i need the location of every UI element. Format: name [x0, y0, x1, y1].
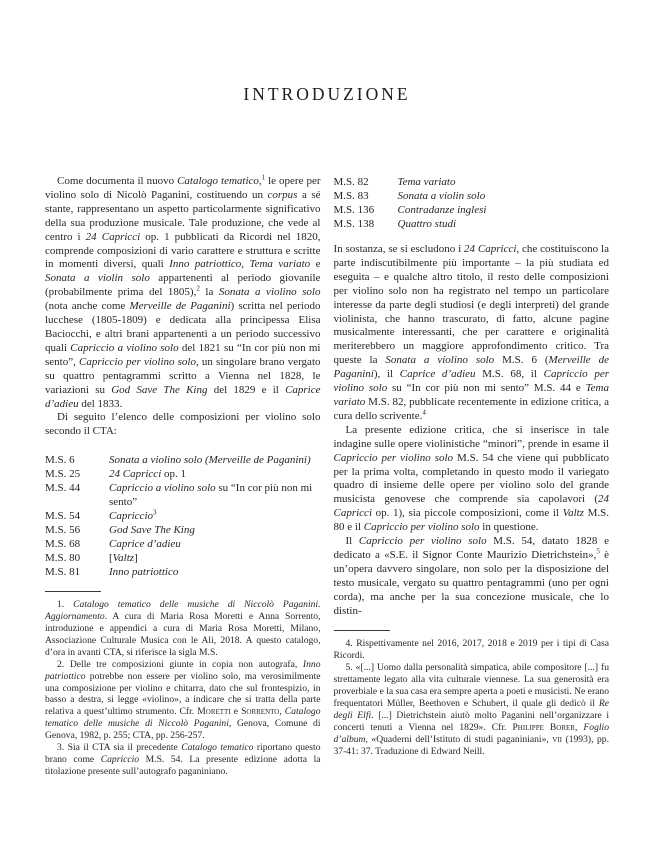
footnote-4: [334, 638, 610, 662]
text-segment: corpus: [267, 188, 298, 201]
footnote-2: [45, 659, 321, 742]
catalog-number: M.S. 56: [45, 524, 81, 537]
text-segment: Re degli Elfi: [333, 698, 609, 721]
list-item: [334, 189, 610, 203]
footnote-marker: 2: [196, 284, 200, 293]
text-segment: Moretti: [197, 706, 231, 718]
body-paragraph-4: [334, 424, 610, 535]
composition-title: [109, 565, 321, 579]
text-segment: ,: [258, 175, 262, 187]
text-segment: Tema variato: [249, 258, 311, 271]
text-segment: riportano questo brano come: [45, 742, 321, 765]
text-segment: 24 Capricci: [464, 243, 517, 255]
list-item: [45, 523, 321, 537]
text-segment: Sonata a violino solo (Merveille de Paganini): [109, 454, 311, 467]
intro-paragraph-1: [45, 175, 321, 411]
text-segment: le opere per violino solo di Nicolò Paganini, costituendo un: [45, 175, 321, 201]
footnote-1: [45, 599, 321, 659]
footnote-3: [45, 742, 321, 778]
text-segment: e: [310, 258, 321, 271]
text-segment: 24 Capricci: [109, 468, 162, 481]
text-segment: In sostanza, se si escludono i: [333, 243, 465, 255]
text-segment: , «Quaderni dell’Istituto di studi paganiniani»,: [365, 733, 553, 745]
text-segment: Capriccio a violino solo: [70, 341, 179, 354]
text-segment: op. 1: [161, 468, 186, 481]
text-segment: Merveille de Paganini: [129, 300, 231, 313]
composition-list-right: [334, 175, 610, 231]
text-segment: M.S. 6 (: [494, 354, 549, 367]
text-segment: , Genova, Comune di Genova, 1982, p. 255; CTA, pp. 256-257.: [45, 718, 321, 742]
text-segment: Capriccio per violino solo: [79, 355, 196, 368]
text-segment: Philippe Borer: [512, 721, 575, 733]
text-segment: e: [230, 706, 242, 718]
text-segment: Capriccio: [109, 510, 153, 523]
text-segment: appartenenti al periodo giovanile (probabilmente prima del 1805),: [45, 272, 321, 299]
text-segment: potrebbe non essere per violino solo, ma verosimilmente una composizione per violino e chitarra, dato che sul frontespizio, in basso a destra, si legge «violino», a indicare che si tratta della parte relativa a quest’ultimo strumento. Cfr.: [45, 670, 321, 718]
composition-title: [398, 175, 610, 189]
catalog-number: M.S. 136: [333, 204, 375, 216]
text-segment: su “In cor più non mi sento” M.S. 44 e: [387, 382, 586, 395]
text-segment: M.S. 80 e il: [333, 507, 609, 534]
footnote-marker: 1: [261, 173, 266, 182]
composition-list-left: [45, 453, 321, 579]
catalog-number: M.S. 25: [45, 468, 81, 481]
text-segment: Capriccio per violino solo: [363, 521, 480, 534]
list-item: [45, 551, 321, 565]
text-segment: M.S. 54 che viene qui pubblicato per la prima volta, completando in questo modo il variegato quadro di insieme delle opere per violino solo del grande musicista genovese che comprende sia capolavori (: [333, 451, 609, 506]
text-segment: la: [199, 286, 219, 299]
footnote-marker: 4: [422, 408, 426, 417]
text-segment: La presente edizione critica, che si inserisce in tale indagine sulle opere violinistiche “minori”, prende in esame il: [333, 423, 609, 450]
text-segment: Catalogo tematico: [181, 742, 254, 754]
text-segment: a sé stante, rappresentano un aspetto particolarmente significativo della sua produzione musicale. Tale produzione, che vede al centro i: [45, 188, 321, 243]
text-segment: Catalogo tematico delle musiche di Niccolò Paganini. Aggiornamento: [45, 599, 321, 623]
text-segment: Tema variato: [397, 176, 456, 188]
catalog-number: M.S. 54: [45, 510, 81, 523]
text-segment: (nota anche come: [45, 300, 130, 313]
text-segment: Caprice d’adieu: [45, 383, 321, 410]
catalog-number: M.S. 6: [45, 454, 75, 467]
text-segment: Come documenta il nuovo: [57, 175, 178, 187]
text-segment: è un’opera davvero singolare, non solo per la disposizione del testo musicale, vergato su quattro pentagrammi (uno per ogni corda), ma anche per la sua concezione musicale, che lo distin-: [333, 548, 609, 617]
list-item: [45, 565, 321, 579]
composition-title: [109, 551, 321, 565]
list-item: [45, 509, 321, 523]
text-segment: (1993), pp. 37-41: 37. Traduzione di Edward Neill.: [333, 733, 609, 757]
text-segment: 3. Sia il CTA sia il precedente: [57, 742, 182, 754]
text-segment: 5. «[...] Uomo dalla personalità simpatica, abile compositore [...] fu strettamente legato alla vita culturale viennese. La sua generosità era proverbiale e la sua casa era sempre aperta a poeti e musicisti. Ne erano frequentatori Müller, Beethoven e Schubert, il quale gli dedicò il: [333, 662, 609, 709]
text-segment: . A cura di Maria Rosa Moretti e Anna Sorrento, introduzione e appendici a cura di Maria Rosa Moretti, Milano, Associazione Culturale Musica con le Ali, 2018. A questo catalogo, d’ora in avanti CTA, si riferisce la sigla M.S.: [45, 611, 321, 658]
text-segment: . [...] Dietrichstein aiutò molto Paganini nell’organizzare i concerti tenuti a Vienna nel 1829». Cfr.: [333, 709, 609, 733]
text-segment: del 1833.: [78, 397, 123, 410]
text-segment: Inno patriottico: [45, 658, 321, 682]
list-item: [334, 217, 610, 231]
text-segment: Sonata a violino solo: [218, 286, 321, 299]
text-segment: 4. Rispettivamente nel 2016, 2017, 2018 e 2019 per i tipi di Casa Ricordi.: [333, 638, 609, 662]
page-title: INTRODUZIONE: [243, 84, 411, 104]
text-segment: Valtz: [562, 507, 584, 520]
composition-title: [109, 537, 321, 551]
text-segment: ), il: [373, 368, 400, 381]
composition-title: [109, 523, 321, 537]
footnote-separator: [334, 630, 390, 631]
composition-title: [109, 509, 321, 523]
catalog-number: M.S. 82: [333, 176, 369, 188]
text-segment: ,: [241, 258, 250, 271]
body-paragraph-3: [334, 243, 610, 424]
footnote-marker: 5: [596, 547, 600, 556]
text-segment: Catalogo tematico delle musiche di Niccolò Paganini: [45, 706, 321, 730]
text-segment: Sorrento: [241, 706, 280, 718]
two-column-layout: [45, 175, 609, 778]
catalog-number: M.S. 44: [45, 482, 81, 495]
text-segment: op. 1 pubblicati da Ricordi nel 1820, comprende composizioni di vario carattere e struttura e scritte in momenti diversi, quali: [45, 230, 321, 271]
text-segment: [: [109, 552, 113, 565]
text-segment: Quattro studi: [397, 218, 457, 230]
list-item: [45, 537, 321, 551]
text-segment: ) scritta nel periodo lucchese (1805-1809) e dedicata alla principessa Elisa Baciocchi, e altri brani appartenenti a un periodo successivo quali: [45, 300, 321, 354]
text-segment: M.S. 54, datato 1828 e dedicato a «S.E. il Signor Conte Maurizio Dietrichstein»,: [333, 535, 609, 561]
text-segment: , che costituiscono la parte indiscutibilmente più importante – la più studiata ed eseguita – e qualche altro titolo, il resto delle composizioni per violino solo non ha registrato nel tempo un particolare interesse da parte degli studiosi (e degli interpreti) del grande violinista, che hanno trascurato, di fatto, alcune pagine musicalmente interessanti, che per carattere e originalità meriterebbero un maggiore approfondimento critico. Tra queste la: [333, 243, 609, 367]
text-segment: ,: [279, 706, 285, 718]
footnotes-right: [334, 630, 610, 757]
text-segment: del 1821 su “In cor più non mi sento”,: [45, 341, 321, 368]
text-segment: Contradanze inglesi: [397, 204, 487, 216]
catalog-number: M.S. 81: [45, 566, 81, 579]
text-segment: Sonata a violin solo: [45, 272, 150, 285]
catalog-number: M.S. 80: [45, 552, 81, 565]
text-segment: Inno patriottico: [169, 258, 242, 271]
text-segment: ,: [574, 721, 584, 733]
text-segment: Capriccio per violino solo: [333, 451, 454, 464]
text-segment: ]: [134, 552, 138, 565]
catalog-number: M.S. 68: [45, 538, 81, 551]
list-item: [334, 175, 610, 189]
text-segment: M.S. 54. La presente edizione adotta la titolazione presente sull’autografo paganiniano.: [45, 754, 321, 777]
text-segment: Capriccio per violino solo: [358, 535, 487, 548]
list-item: [45, 467, 321, 481]
intro-paragraph-2: [45, 411, 321, 439]
composition-title: [109, 467, 321, 481]
left-column: [45, 175, 321, 778]
text-segment: Sonata a violin solo: [397, 190, 486, 202]
text-segment: vii: [552, 733, 562, 745]
text-segment: , un singolare brano vergato su quattro pentagrammi scritto a Vienna nel 1828, le variazioni su: [45, 355, 321, 396]
list-item: [334, 203, 610, 217]
text-segment: God Save The King: [109, 524, 195, 537]
text-segment: 24 Capricci: [333, 493, 609, 520]
footnotes-left: [45, 591, 321, 778]
text-segment: M.S. 68, il: [475, 368, 544, 381]
text-segment: Inno patriottico: [109, 566, 179, 579]
text-segment: Merveille de Paganini: [333, 354, 610, 381]
composition-title: [398, 217, 610, 231]
footnote-marker: 3: [153, 508, 157, 517]
text-segment: Sonata a violino solo: [385, 354, 495, 367]
footnote-separator: [45, 591, 101, 592]
composition-title: [398, 203, 610, 217]
text-segment: Valtz: [112, 552, 135, 565]
text-segment: Tema variato: [333, 382, 609, 408]
list-item: [45, 481, 321, 509]
text-segment: M.S. 82, pubblicate recentemente in edizione critica, a cura dello scrivente.: [333, 395, 609, 422]
catalog-number: M.S. 138: [333, 218, 375, 230]
composition-title: [109, 481, 321, 509]
composition-title: [398, 189, 610, 203]
text-segment: Foglio d’album: [333, 721, 609, 745]
text-segment: 1.: [57, 599, 74, 611]
text-segment: op. 1), sia piccole composizioni, come il: [372, 507, 563, 520]
footnote-5: [334, 662, 610, 757]
catalog-number: M.S. 83: [333, 190, 369, 202]
text-segment: Capriccio: [100, 754, 140, 765]
text-segment: Caprice d’adieu: [109, 538, 181, 551]
text-segment: 2. Delle tre composizioni giunte in copia non autografa,: [57, 658, 303, 670]
text-segment: su “In cor più non mi sento”: [109, 482, 313, 509]
composition-title: [109, 453, 321, 467]
text-segment: Di seguito l’elenco delle composizioni per violino solo secondo il CTA:: [45, 411, 321, 438]
text-segment: del 1829 e il: [207, 383, 286, 396]
text-segment: in questione.: [479, 521, 539, 534]
text-segment: God Save The King: [111, 383, 208, 396]
text-segment: Il: [345, 535, 359, 548]
text-segment: 24 Capricci: [85, 230, 141, 243]
text-segment: Capriccio per violino solo: [333, 368, 609, 395]
text-segment: Caprice d’adieu: [399, 368, 476, 381]
right-column: [334, 175, 610, 778]
text-segment: Catalogo tematico: [177, 175, 259, 187]
text-segment: Capriccio a violino solo: [109, 482, 216, 495]
body-paragraph-5: [334, 535, 610, 618]
list-item: [45, 453, 321, 467]
